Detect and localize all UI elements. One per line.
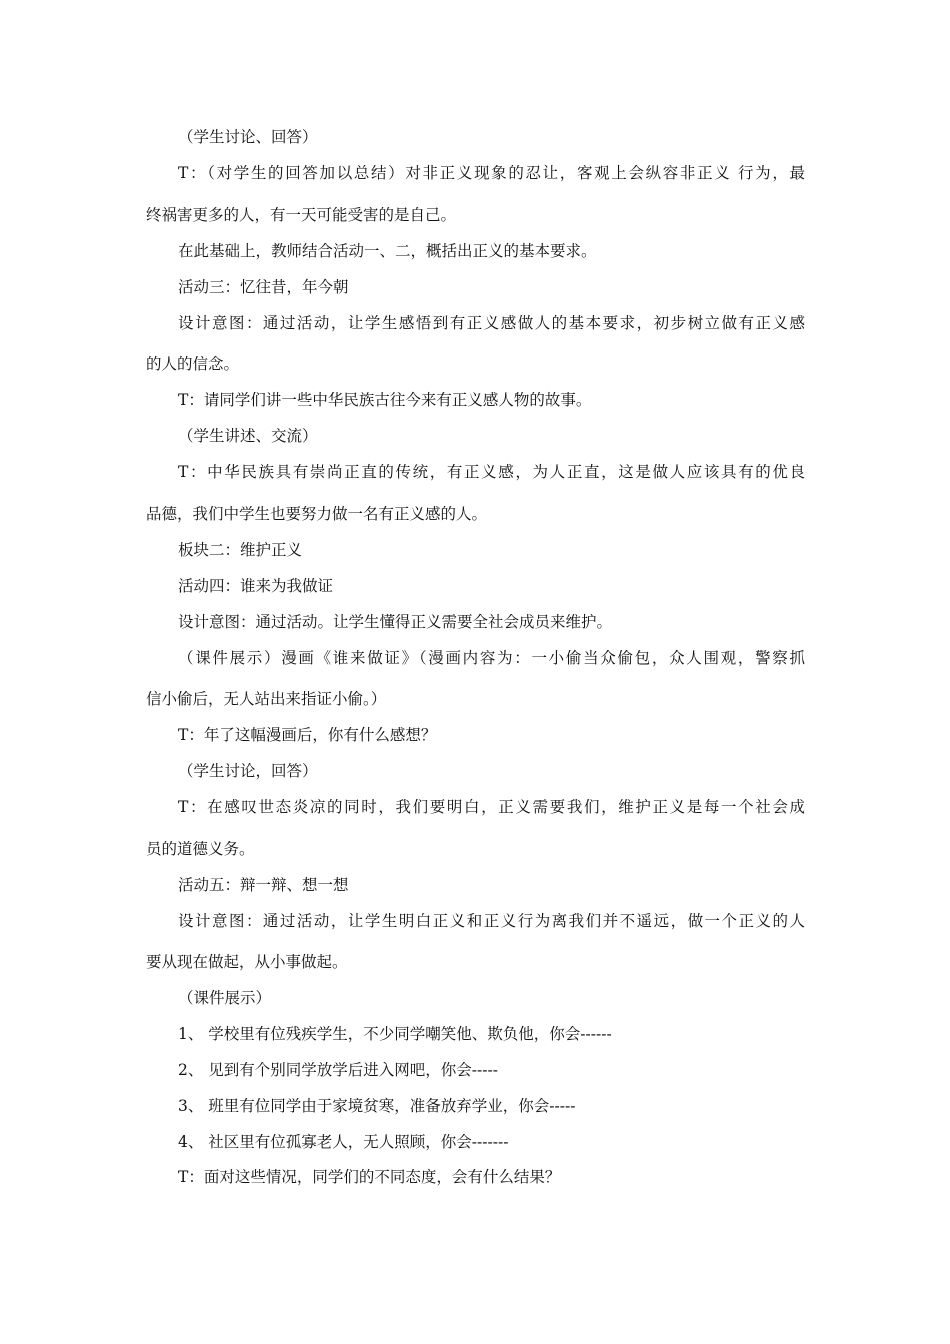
paragraph-line: T：中华民族具有崇尚正直的传统，有正义感，为人正直，这是做人应该具有的优良 [178, 463, 805, 481]
paragraph-line: T：面对这些情况，同学们的不同态度，会有什么结果？ [178, 1168, 561, 1186]
list-item: 1、 学校里有位残疾学生，不少同学嘲笑他、欺负他，你会------ [178, 1025, 612, 1043]
section-heading: 活动三：忆往昔，年今朝 [178, 278, 349, 296]
section-heading: 板块二：维护正义 [178, 541, 303, 559]
paragraph-line: 品德，我们中学生也要努力做一名有正义感的人。 [146, 505, 488, 523]
paragraph-line: （课件展示） [178, 989, 272, 1007]
paragraph-line: T：请同学们讲一些中华民族古往今来有正义感人物的故事。 [178, 391, 592, 409]
paragraph-line: 员的道德义务。 [146, 840, 255, 858]
paragraph-line: （学生讲述、交流） [178, 427, 318, 445]
paragraph-line: 设计意图：通过活动，让学生感悟到有正义感做人的基本要求，初步树立做有正义感 [178, 314, 805, 332]
section-heading: 活动五：辩一辩、想一想 [178, 876, 349, 894]
list-item: 2、 见到有个别同学放学后进入网吧，你会----- [178, 1061, 498, 1079]
paragraph-line: 设计意图：通过活动。让学生懂得正义需要全社会成员来维护。 [178, 613, 613, 631]
paragraph-line: （学生讨论、回答） [178, 128, 318, 146]
paragraph-line: 的人的信念。 [146, 355, 240, 373]
paragraph-line: 设计意图：通过活动，让学生明白正义和正义行为离我们并不遥远，做一个正义的人 [178, 912, 805, 930]
paragraph-line: （课件展示）漫画《谁来做证》（漫画内容为：一小偷当众偷包，众人围观，警察抓 [178, 649, 805, 667]
paragraph-line: T：年了这幅漫画后，你有什么感想？ [178, 726, 437, 744]
paragraph-line: T：在感叹世态炎凉的同时，我们要明白，正义需要我们，维护正义是每一个社会成 [178, 798, 805, 816]
paragraph-line: 要从现在做起，从小事做起。 [146, 953, 348, 971]
paragraph-line: 终祸害更多的人，有一天可能受害的是自己。 [146, 206, 457, 224]
list-item: 4、 社区里有位孤寡老人，无人照顾，你会------- [178, 1133, 509, 1151]
section-heading: 活动四：谁来为我做证 [178, 577, 334, 595]
paragraph-line: 信小偷后，无人站出来指证小偷。） [146, 690, 387, 708]
list-item: 3、 班里有位同学由于家境贫寒，准备放弃学业，你会----- [178, 1097, 576, 1115]
paragraph-line: T：（对学生的回答加以总结）对非正义现象的忍让，客观上会纵容非正义 行为，最 [178, 164, 805, 182]
paragraph-line: （学生讨论，回答） [178, 762, 318, 780]
paragraph-line: 在此基础上，教师结合活动一、二，概括出正义的基本要求。 [178, 242, 597, 260]
